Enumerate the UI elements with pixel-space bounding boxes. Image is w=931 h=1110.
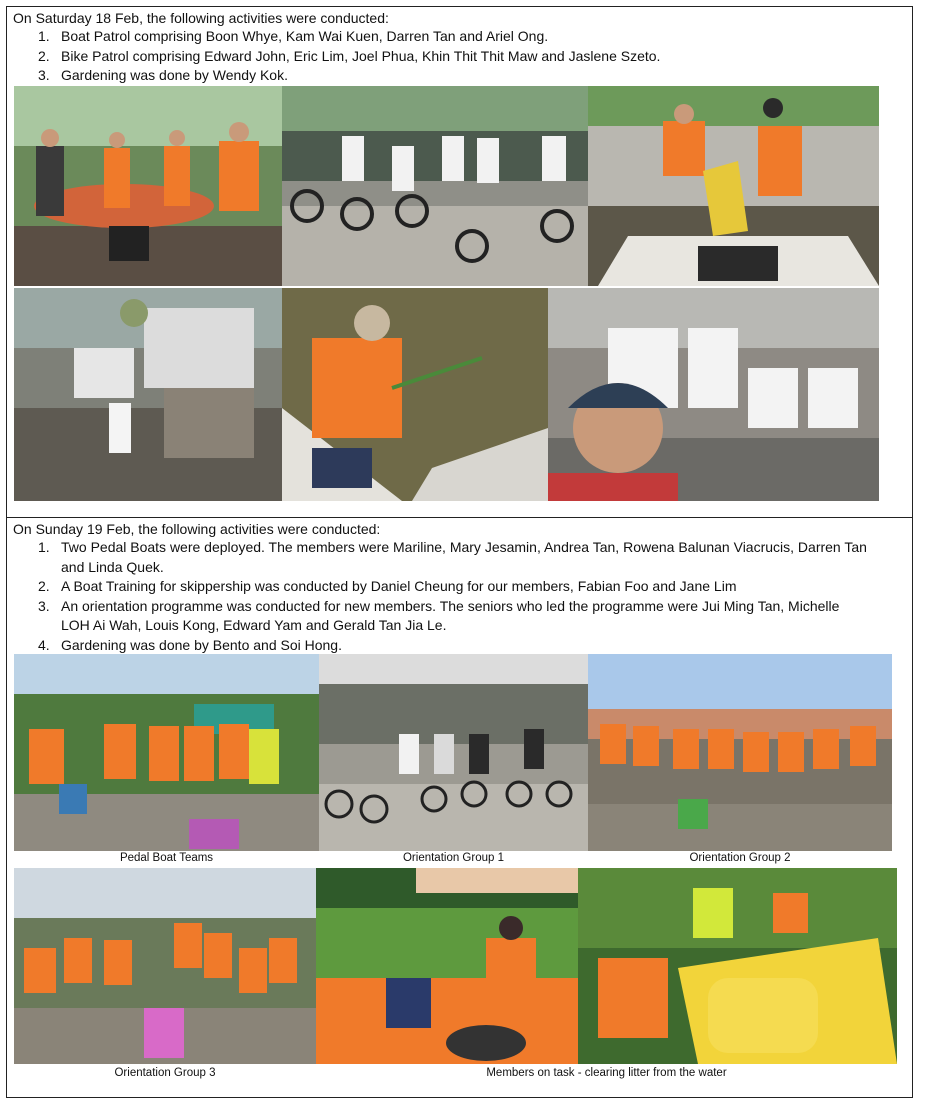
photo-bike-patrol (282, 86, 588, 286)
photo-group-selfie (548, 288, 879, 501)
list-item: 4. Gardening was done by Bento and Soi Hong. (38, 636, 342, 653)
photo-pedal-boat-teams (14, 654, 319, 851)
photo-boat-patrol-litter (588, 86, 879, 286)
list-item: 1. Two Pedal Boats were deployed. The members were Mariline, Mary Jesamin, Andrea Tan, Rowena Balunan Viacrucis, Darren Tan and Linda Quek. (38, 539, 867, 575)
photo-members-on-task-boat (316, 868, 578, 1064)
saturday-intro: On Saturday 18 Feb, the following activities were conducted: (13, 10, 389, 26)
caption-orientation-group-3: Orientation Group 3 (114, 1067, 216, 1079)
saturday-section (6, 6, 913, 518)
photo-members-on-task-pedal-boat (578, 868, 897, 1064)
sunday-activity-list (7, 538, 867, 655)
photo-boat-patrol-group (14, 86, 282, 286)
sunday-section (6, 517, 913, 1098)
list-item: 1. Boat Patrol comprising Boon Whye, Kam Wai Kuen, Darren Tan and Ariel Ong. (38, 28, 549, 44)
caption-orientation-group-2: Orientation Group 2 (689, 852, 791, 864)
photo-gardening (14, 288, 282, 501)
photo-orientation-group-1 (319, 654, 588, 851)
caption-pedal-boat-teams: Pedal Boat Teams (119, 852, 214, 864)
photo-orientation-group-2 (588, 654, 892, 851)
photo-orientation-group-3 (14, 868, 316, 1064)
caption-orientation-group-1: Orientation Group 1 (402, 852, 504, 864)
photo-netting-litter (282, 288, 548, 501)
caption-members-on-task: Members on task - clearing litter from the water (486, 1067, 727, 1079)
sunday-intro: On Sunday 19 Feb, the following activities were conducted: (13, 521, 381, 537)
list-item: 2. A Boat Training for skippership was conducted by Daniel Cheung for our members, Fabian Foo and Jane Lim (38, 578, 737, 594)
list-item: 3. Gardening was done by Wendy Kok. (38, 67, 288, 83)
list-item: 3. An orientation programme was conducted for new members. The seniors who led the programme were Jui Ming Tan, Michelle LOH Ai Wah, Louis Kong, Edward Yam and Gerald Tan Jia Le. (38, 597, 840, 633)
list-item: 2. Bike Patrol comprising Edward John, Eric Lim, Joel Phua, Khin Thit Thit Maw and Jaslene Szeto. (38, 47, 661, 64)
saturday-activity-list (7, 27, 660, 86)
